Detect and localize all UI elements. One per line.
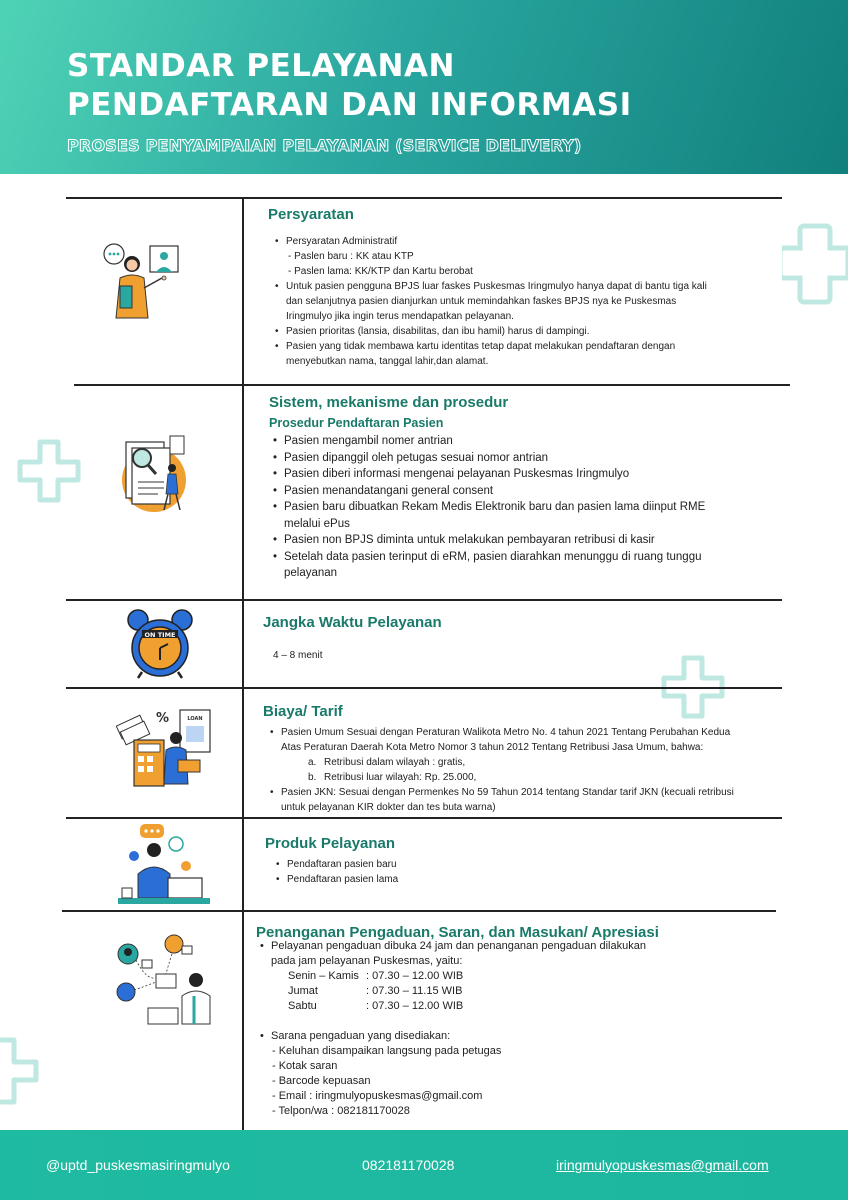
header-banner (0, 0, 848, 174)
section-title-sistem: Sistem, mekanisme dan prosedur (269, 394, 509, 411)
section-title-persyaratan: Persyaratan (268, 206, 354, 223)
table-row: Senin – Kamis : 07.30 – 12.00 WIB (288, 970, 464, 982)
section-title-produk: Produk Pelayanan (265, 835, 396, 852)
produk-content (274, 857, 674, 887)
list-item: • Pasien yang tidak membawa kartu identitas tetap dapat melakukan pendaftaran dengan menyebutkan nama, tanggal lahir,dan alamat. (273, 339, 773, 369)
footer-email-link[interactable]: iringmulyopuskesmas@gmail.com (556, 1157, 769, 1173)
list-item: • Sarana pengaduan yang disediakan: (258, 1029, 778, 1044)
percent-symbol: % (156, 711, 170, 726)
footer-instagram-link[interactable]: @uptd_puskesmasiringmulyo (46, 1157, 230, 1173)
list-item: • Pasien prioritas (lansia, disabilitas, dan ibu hamil) harus di dampingi. (273, 324, 773, 339)
teacher-presentation-illustration (100, 238, 186, 324)
channel-item: - Kotak saran (272, 1060, 338, 1072)
list-item: • Pasien JKN: Sesuai dengan Permenkes No 59 Tahun 2014 tentang Standar tarif JKN (kecuali retribusi untuk pelayanan KIR dokter dan tes buta warna) (268, 785, 778, 815)
customer-support-illustration (112, 930, 216, 1030)
list-item: • Untuk pasien pengguna BPJS luar faskes Puskesmas Iringmulyo hanya dapat di bantu tiga kali dan selanjutnya pasien dianjurkan untuk memindahkan faskes BPJS nya ke Puskesmas Iringmulyo jika ingin terus mendapatkan pelayanan. (273, 279, 773, 324)
cross-decoration-left-bottom (0, 1026, 50, 1116)
row-divider-1 (74, 384, 790, 386)
list-item: a. Retribusi dalam wilayah : gratis, (308, 757, 466, 768)
channel-item: - Telpon/wa : 082181170028 (272, 1105, 410, 1117)
jangka-value: 4 – 8 menit (273, 650, 323, 661)
list-item: • Pasien menandatangani general consent (271, 483, 781, 500)
loan-label: LOAN (187, 716, 203, 722)
document-search-illustration (110, 432, 196, 518)
page-subtitle: PROSES PENYAMPAIAN PELAYANAN (SERVICE DELIVERY) (67, 136, 582, 155)
footer-bar (0, 1130, 848, 1200)
page-title-line2: PENDAFTARAN DAN INFORMASI (67, 87, 632, 123)
channel-item: - Keluhan disampaikan langsung pada petugas (272, 1045, 502, 1057)
list-item: • Pasien mengambil nomer antrian (271, 433, 781, 450)
channel-item: - Barcode kepuasan (272, 1075, 371, 1087)
biaya-content (268, 725, 778, 815)
list-item: • Pasien baru dibuatkan Rekam Medis Elektronik baru dan pasien lama diinput RME melalui ePus (271, 499, 781, 532)
cross-decoration-right-top (782, 222, 848, 310)
subsection-title-prosedur: Prosedur Pendaftaran Pasien (269, 416, 444, 430)
row-divider-5 (62, 910, 776, 912)
laptop-worker-illustration (114, 822, 214, 906)
list-item: • Pendaftaran pasien lama (274, 872, 674, 887)
row-divider-3 (66, 687, 782, 689)
row-divider-2 (66, 599, 782, 601)
list-item: • Setelah data pasien terinput di eRM, pasien diarahkan menunggu di ruang tunggu pelayanan (271, 549, 781, 582)
section-title-pengaduan: Penanganan Pengaduan, Saran, dan Masukan/ Apresiasi (256, 924, 659, 941)
row-divider-top (66, 197, 782, 199)
list-item: • Pasien dipanggil oleh petugas sesuai nomor antrian (271, 450, 781, 467)
section-title-jangka: Jangka Waktu Pelayanan (263, 614, 442, 631)
table-row: Sabtu : 07.30 – 12.00 WIB (288, 1000, 464, 1012)
loan-calculator-illustration (116, 706, 216, 790)
list-item: • Pendaftaran pasien baru (274, 857, 674, 872)
column-divider (242, 198, 244, 1130)
list-item: • Pasien Umum Sesuai dengan Peraturan Walikota Metro No. 4 tahun 2021 Tentang Perubahan Kedua Atas Peraturan Daerah Kota Metro Nomor 3 tahun 2012 Tentang Retribusi Jasa Umum, bahwa: (268, 725, 778, 755)
table-row: Jumat : 07.30 – 11.15 WIB (288, 985, 463, 997)
cross-decoration-left-middle (16, 438, 82, 504)
footer-phone[interactable]: 082181170028 (362, 1157, 455, 1173)
alarm-clock-icon (124, 606, 196, 680)
channel-item: - Email : iringmulyopuskesmas@gmail.com (272, 1090, 483, 1102)
row-divider-4 (66, 817, 782, 819)
list-item: • Persyaratan Administratif - Paslen baru : KK atau KTP - Paslen lama: KK/KTP dan Kartu berobat (273, 234, 773, 279)
pengaduan-content (258, 939, 778, 1119)
section-title-biaya: Biaya/ Tarif (263, 703, 343, 720)
persyaratan-content (273, 234, 773, 369)
sistem-content (271, 433, 781, 582)
page-title-line1: STANDAR PELAYANAN (67, 48, 455, 84)
list-item: b. Retribusi luar wilayah: Rp. 25.000, (308, 772, 477, 783)
schedule-table (288, 969, 463, 1014)
list-item: • Pasien diberi informasi mengenai pelayanan Puskesmas Iringmulyo (271, 466, 781, 483)
list-item: • Pelayanan pengaduan dibuka 24 jam dan penanganan pengaduan dilakukan pada jam pelayanan Puskesmas, yaitu: Senin – Kamis : 07.30 – 12.00 WIB Jumat : 07.30 – 11.15 WIB Sabtu : 07.30 – 12.00 WIB (258, 939, 778, 1014)
list-item: • Pasien non BPJS diminta untuk melakukan pembayaran retribusi di kasir (271, 532, 781, 549)
clock-label: ON TIME (144, 631, 176, 639)
